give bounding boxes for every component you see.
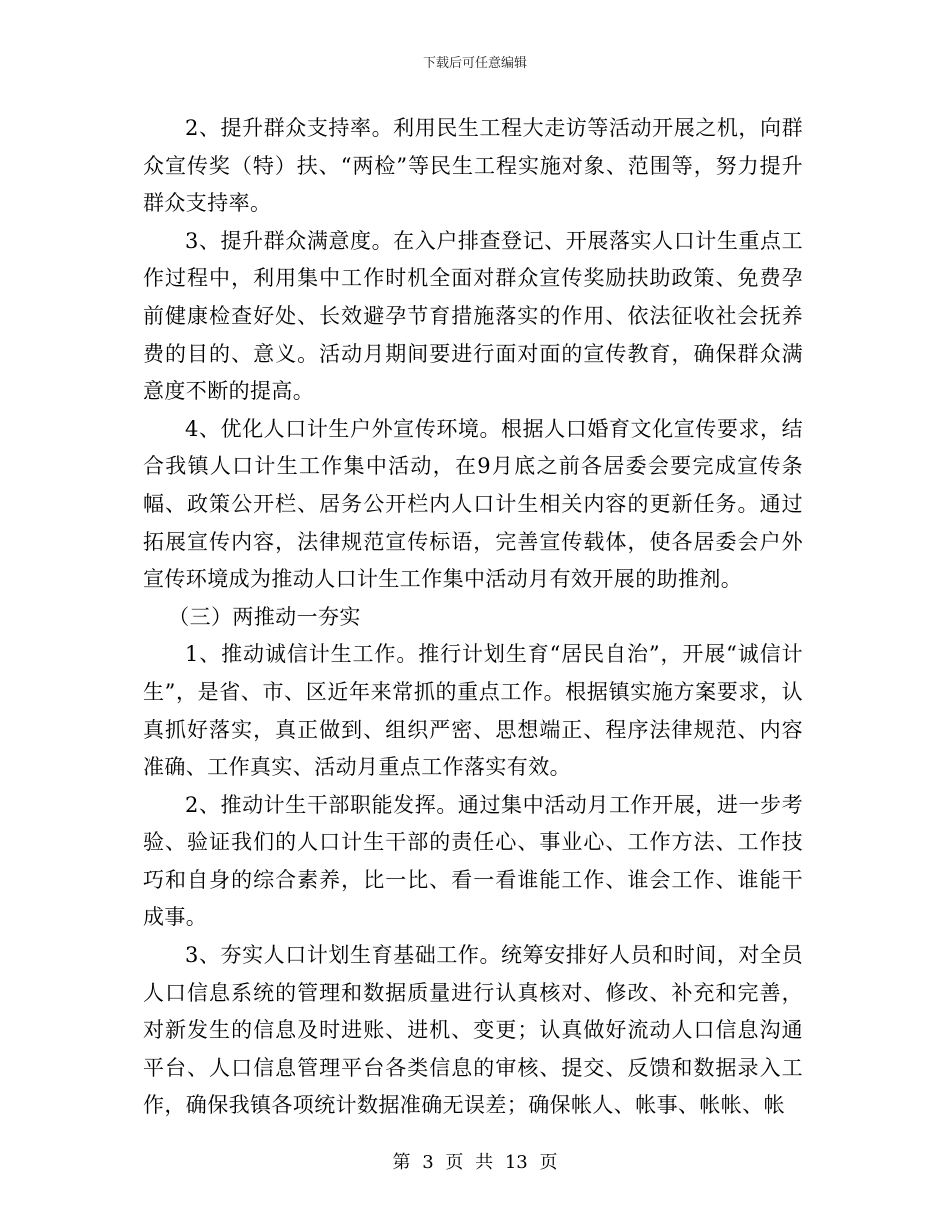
document-body [143,110,803,1125]
paragraph-7: 3、夯实人口计划生育基础工作。统筹安排好人员和时间，对全员人口信息系统的管理和数据质量进行认真核对、修改、补充和完善，对新发生的信息及时进账、进机、变更；认真做好流动人口信息沟通平台、人口信息管理平台各类信息的审核、提交、反馈和数据录入工作，确保我镇各项统计数据准确无误差；确保帐人、帐事、帐帐、帐 [143,943,803,1118]
paragraph-3: 3、提升群众满意度。在入户排查登记、开展落实人口计生重点工作过程中，利用集中工作时机全面对群众宣传奖励扶助政策、免费孕前健康检查好处、长效避孕节育措施落实的作用、依法征收社会抚养费的目的、意义。活动月期间要进行面对面的宣传教育，确保群众满意度不断的提高。 [143,228,803,404]
paragraph-4: 4、优化人口计生户外宣传环境。根据人口婚育文化宣传要求，结合我镇人口计生工作集中活动，在9月底之前各居委会要完成宣传条幅、政策公开栏、居务公开栏内人口计生相关内容的更新任务。通过拓展宣传内容，法律规范宣传标语，完善宣传载体，使各居委会户外宣传环境成为推动人口计生工作集中活动月有效开展的助推剂。 [143,416,803,592]
paragraph-6: 2、推动计生干部职能发挥。通过集中活动月工作开展，进一步考验、验证我们的人口计生干部的责任心、事业心、工作方法、工作技巧和自身的综合素养，比一比、看一看谁能工作、谁会工作、谁能干成事。 [143,792,803,930]
page-header: 下载后可任意编辑 [422,56,527,71]
page-footer: 第 3 页 共 13 页 [392,1152,558,1173]
paragraph-5: 1、推动诚信计生工作。推行计划生育“居民自治”，开展“诚信计生”，是省、市、区近年来常抓的重点工作。根据镇实施方案要求，认真抓好落实，真正做到、组织严密、思想端正、程序法律规范、内容准确、工作真实、活动月重点工作落实有效。 [143,642,803,780]
paragraph-2: 2、提升群众支持率。利用民生工程大走访等活动开展之机，向群众宣传奖（特）扶、“两检”等民生工程实施对象、范围等，努力提升群众支持率。 [143,116,803,216]
section-heading: （三）两推动一夯实 [168,604,361,629]
